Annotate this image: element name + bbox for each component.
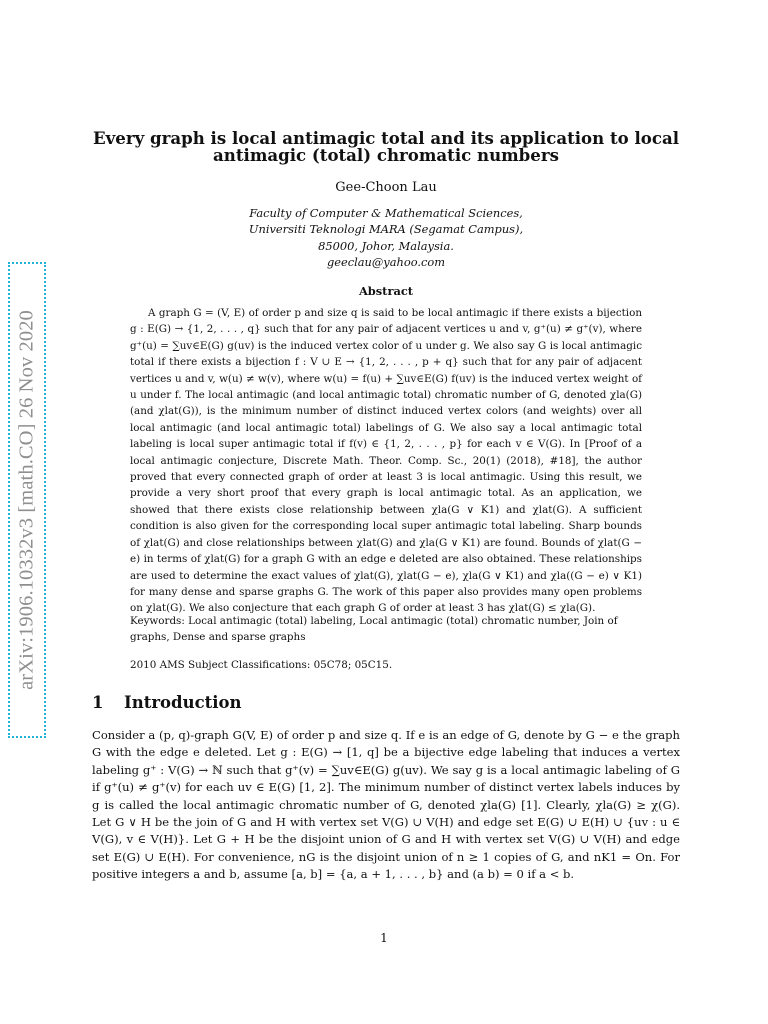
abstract-paragraph: A graph G = (V, E) of order p and size q is said to be local antimagic if there exists a bijection g : E(G) → {1, 2, . . . , q} such that for any pair of adjacent vertices u and v, g⁺(u) ≠ g⁺(v), where g⁺(u) = ∑uv∈E(G) g(uv) is the induced vertex color of u under g. We also say G is local antimagic total if there exists a bijection f : V ∪ E → {1, 2, . . . , p + q} such that for any pair of adjacent vertices u and v, w(u) ≠ w(v), where w(u) = f(u) + ∑uv∈E(G) f(uv) is the induced vertex weight of u under f. The local antimagic (and local antimagic total) chromatic number of G, denoted χla(G) (and χlat(G)), is the minimum number of distinct induced vertex colors (and weights) over all local antimagic (and local antimagic total) labelings of G. We also say a local antimagic total labeling is local super antimagic total if f(v) ∈ {1, 2, . . . , p} for each v ∈ V(G). In [Proof of a local antimagic conjecture, Discrete Math. Theor. Comp. Sc., 20(1) (2018), #18], the author proved that every connected graph of order at least 3 is local antimagic. Using this result, we provide a very short proof that every graph is local antimagic total. As an application, we showed that there exists close relationship between χla(G ∨ K1) and χlat(G). A sufficient condition is also given for the corresponding local super antimagic total labeling. Sharp bounds of χlat(G) and close relationships between χlat(G) and χla(G ∨ K1) are found. Bounds of χlat(G − e) in terms of χlat(G) for a graph G with an edge e deleted are also obtained. These relationships are used to determine the exact values of χlat(G), χlat(G − e), χla(G ∨ K1) and χla((G − e) ∨ K1) for many dense and sparse graphs G. The work of this paper also provides many open problems on χlat(G). We also conjecture that each graph G of order at least 3 has χlat(G) ≤ χla(G).: [130, 307, 642, 615]
abstract-body: [130, 305, 642, 617]
section-number: 1: [92, 693, 104, 712]
abstract-heading: Abstract: [358, 284, 414, 298]
page-number: 1: [380, 931, 388, 945]
keywords: Keywords: Local antimagic (total) labeling, Local antimagic (total) chromatic number, Join of graphs, Dense and sparse graphs: [130, 615, 618, 644]
arxiv-stamp-text[interactable]: arXiv:1906.10332v3 [math.CO] 26 Nov 2020: [15, 310, 38, 690]
arxiv-stamp: [8, 262, 48, 740]
ams-classification: 2010 AMS Subject Classifications: 05C78; 05C15.: [130, 659, 393, 671]
author-email: geeclau@yahoo.com: [326, 255, 446, 270]
section-title: Introduction: [124, 693, 242, 712]
affiliation: [90, 205, 682, 271]
paper-title: Every graph is local antimagic total and its application to local antimagic (total) chromatic numbers: [92, 128, 679, 165]
intro-paragraph: Consider a (p, q)-graph G(V, E) of order p and size q. If e is an edge of G, denote by G − e the graph G with the edge e deleted. Let g : E(G) → [1, q] be a bijective edge labeling that induces a vertex labeling g⁺ : V(G) → ℕ such that g⁺(v) = ∑uv∈E(G) g(uv). We say g is a local antimagic labeling of G if g⁺(u) ≠ g⁺(v) for each uv ∈ E(G) [1, 2]. The minimum number of distinct vertex labels induces by g is called the local antimagic chromatic number of G, denoted χla(G) [1]. Clearly, χla(G) ≥ χ(G). Let G ∨ H be the join of G and H with vertex set V(G) ∪ V(H) and edge set E(G) ∪ E(H) ∪ {uv : u ∈ V(G), v ∈ V(H)}. Let G + H be the disjoint union of G and H with vertex set V(G) ∪ V(H) and edge set E(G) ∪ E(H). For convenience, nG is the disjoint union of n ≥ 1 copies of G, and nK1 = On. For positive integers a and b, assume [a, b] = {a, a + 1, . . . , b} and (a b) = 0 if a < b.: [92, 728, 680, 882]
author-name: Gee-Choon Lau: [335, 180, 437, 195]
affiliation-line: Faculty of Computer & Mathematical Sciences,: [249, 206, 523, 220]
affiliation-line: Universiti Teknologi MARA (Segamat Campus),: [248, 222, 524, 237]
section-heading: [92, 693, 242, 712]
introduction-body: [92, 727, 680, 884]
affiliation-line: 85000, Johor, Malaysia.: [318, 238, 454, 253]
